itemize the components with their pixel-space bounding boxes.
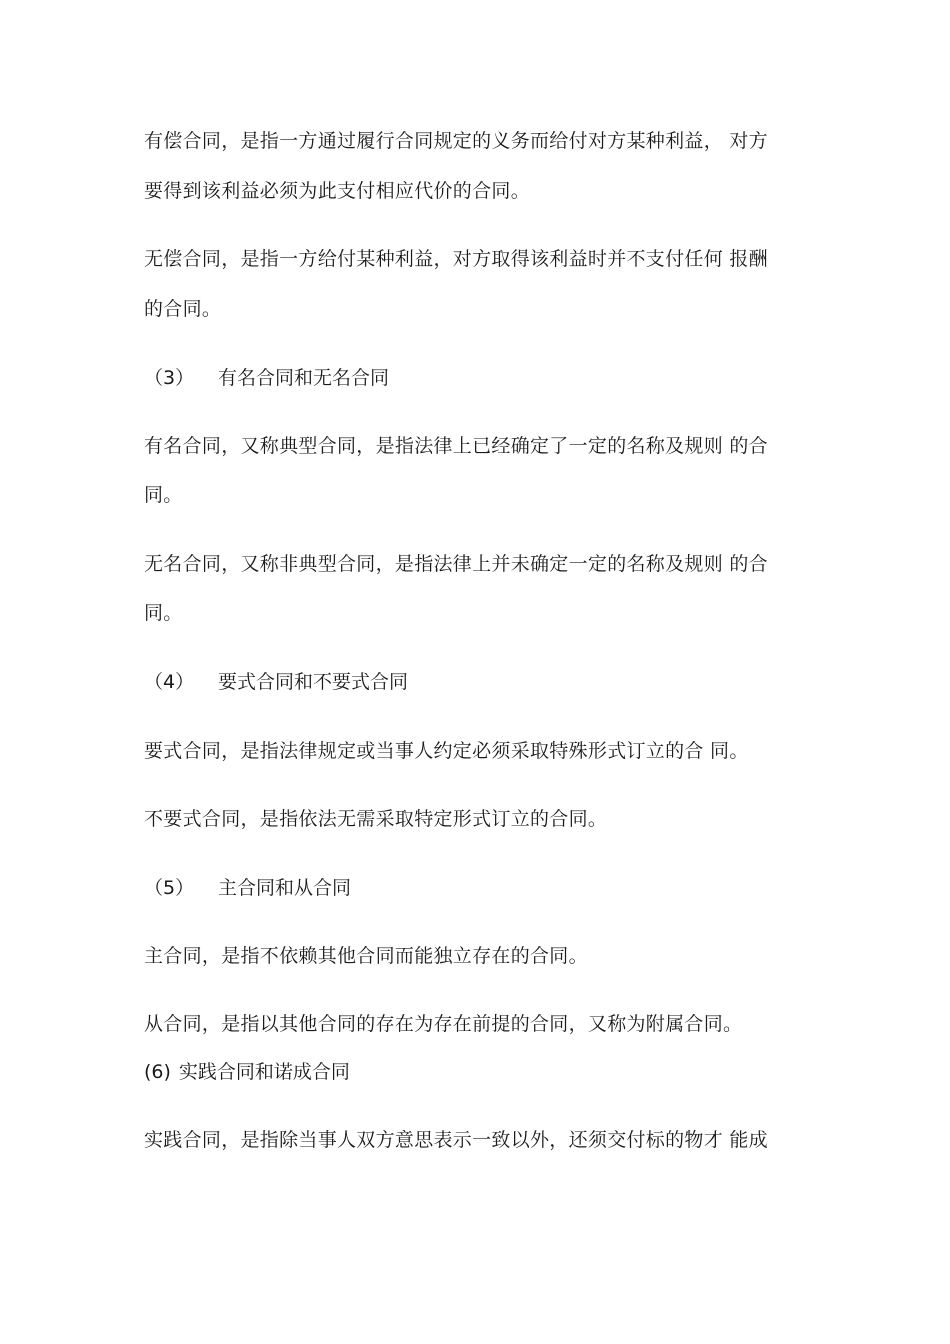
paragraph-unnamed-contract-line-1: 无名合同，又称非典型合同，是指法律上并未确定一定的名称及规则 的合 [144,553,768,575]
heading-text: 主合同和从合同 [218,877,352,899]
paragraph-paid-contract-line-2: 要得到该利益必须为此支付相应代价的合同。 [144,180,531,202]
heading-number: （3） [144,367,195,389]
paragraph-formal-contract-line-1: 要式合同，是指法律规定或当事人约定必须采取特殊形式订立的合 同。 [144,740,749,762]
paragraph-named-contract-line-1: 有名合同，又称典型合同，是指法律上已经确定了一定的名称及规则 的合 [144,435,768,457]
heading-main-contracts [144,875,351,901]
paragraph-named-contract-line-2: 同。 [144,484,183,506]
paragraph-main-contract-line-1: 主合同，是指不依赖其他合同而能独立存在的合同。 [144,945,588,967]
paragraph-informal-contract-line-1: 不要式合同，是指依法无需采取特定形式订立的合同。 [144,808,608,830]
heading-practice-contracts [144,1059,350,1085]
paragraph-accessory-contract-line-1: 从合同，是指以其他合同的存在为存在前提的合同，又称为附属合同。 [144,1013,743,1035]
heading-number: （5） [144,877,195,899]
heading-named-contracts [144,365,389,391]
heading-number: (6) [144,1061,171,1083]
heading-text: 实践合同和诺成合同 [178,1061,350,1083]
paragraph-paid-contract-line-1: 有偿合同，是指一方通过履行合同规定的义务而给付对方某种利益， 对方 [144,130,768,152]
heading-formal-contracts [144,669,408,695]
heading-text: 有名合同和无名合同 [218,367,390,389]
paragraph-gratuitous-contract-line-2: 的合同。 [144,298,222,320]
paragraph-gratuitous-contract-line-1: 无偿合同，是指一方给付某种利益，对方取得该利益时并不支付任何 报酬 [144,248,768,270]
paragraph-unnamed-contract-line-2: 同。 [144,602,183,624]
heading-number: （4） [144,671,195,693]
paragraph-practice-contract-line-1: 实践合同，是指除当事人双方意思表示一致以外，还须交付标的物才 能成 [144,1129,768,1151]
heading-text: 要式合同和不要式合同 [218,671,409,693]
